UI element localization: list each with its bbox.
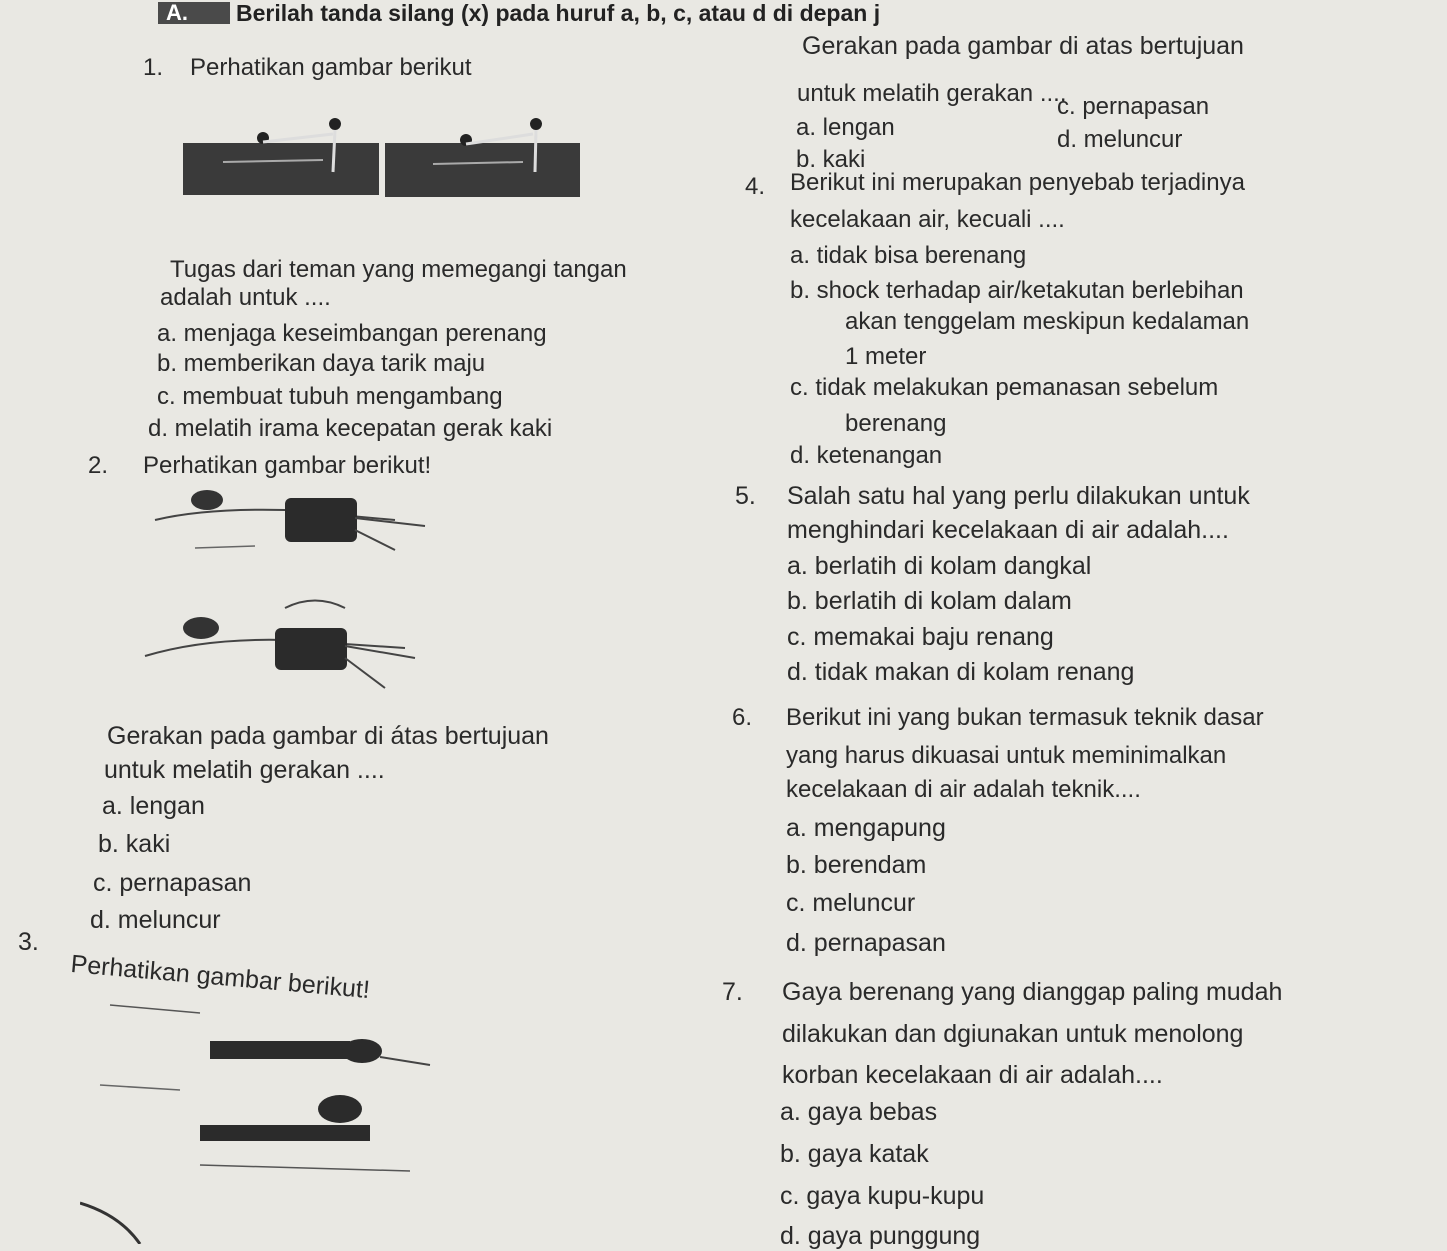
q3-question-line2: untuk melatih gerakan .... <box>797 80 1067 107</box>
q1-number: 1. <box>143 54 164 81</box>
section-badge: A. <box>166 0 188 25</box>
section-instruction: Berilah tanda silang (x) pada huruf a, b, c, atau d di depan j <box>236 0 881 26</box>
q6-option-c[interactable]: c. meluncur <box>786 889 916 917</box>
q5-option-d[interactable]: d. tidak makan di kolam renang <box>787 658 1135 686</box>
q5-option-c[interactable]: c. memakai baju renang <box>787 623 1054 651</box>
q7-option-d[interactable]: d. gaya punggung <box>780 1222 981 1250</box>
q1-option-a[interactable]: a. menjaga keseimbangan perenang <box>157 320 547 347</box>
q1-option-d[interactable]: d. melatih irama kecepatan gerak kaki <box>148 415 553 442</box>
q1-option-b[interactable]: b. memberikan daya tarik maju <box>157 350 486 377</box>
q2-swimmer-illustration <box>135 478 435 698</box>
q4-option-b-cont2: 1 meter <box>845 343 927 370</box>
q6-option-a[interactable]: a. mengapung <box>786 814 946 842</box>
q4-option-c[interactable]: c. tidak melakukan pemanasan sebelum <box>790 374 1219 401</box>
q4-option-a[interactable]: a. tidak bisa berenang <box>790 242 1027 269</box>
q6-question-line1: Berikut ini yang bukan termasuk teknik dasar <box>786 704 1264 731</box>
q4-option-c-cont: berenang <box>845 410 947 437</box>
q5-question-line1: Salah satu hal yang perlu dilakukan untuk <box>787 482 1250 510</box>
q3-number: 3. <box>18 928 39 956</box>
q7-number: 7. <box>722 978 743 1006</box>
q3-prompt: Perhatikan gambar berikut! <box>69 950 372 1005</box>
q3-option-c[interactable]: c. pernapasan <box>1057 93 1210 120</box>
q7-question-line3: korban kecelakaan di air adalah.... <box>782 1061 1163 1089</box>
q4-question-line1: Berikut ini merupakan penyebab terjadinya <box>790 169 1245 196</box>
q5-question-line2: menghindari kecelakaan di air adalah.... <box>787 516 1229 544</box>
q3-swimmer-illustration <box>80 975 440 1244</box>
q3-option-d[interactable]: d. meluncur <box>1057 126 1183 153</box>
q5-option-a[interactable]: a. berlatih di kolam dangkal <box>787 552 1092 580</box>
q7-question-line1: Gaya berenang yang dianggap paling mudah <box>782 978 1283 1006</box>
q1-prompt: Perhatikan gambar berikut <box>190 54 472 81</box>
q5-option-b[interactable]: b. berlatih di kolam dalam <box>787 587 1072 615</box>
q2-prompt: Perhatikan gambar berikut! <box>143 452 432 479</box>
q1-question-line1: Tugas dari teman yang memegangi tangan <box>170 256 627 283</box>
q3-question-line1: Gerakan pada gambar di atas bertujuan <box>802 32 1244 60</box>
q6-option-d[interactable]: d. pernapasan <box>786 929 946 957</box>
q7-question-line2: dilakukan dan dgiunakan untuk menolong <box>782 1020 1244 1048</box>
q4-option-b-cont1: akan tenggelam meskipun kedalaman <box>845 308 1250 335</box>
q1-swimmer-illustration <box>183 112 583 204</box>
q2-option-c[interactable]: c. pernapasan <box>93 869 252 897</box>
q5-number: 5. <box>735 482 756 510</box>
q1-option-c[interactable]: c. membuat tubuh mengambang <box>157 383 503 410</box>
q2-number: 2. <box>88 452 109 479</box>
q3-option-b[interactable]: b. kaki <box>796 146 866 173</box>
q2-option-a[interactable]: a. lengan <box>102 792 205 820</box>
q2-question-line2: untuk melatih gerakan .... <box>104 756 385 784</box>
q2-option-b[interactable]: b. kaki <box>98 830 171 858</box>
q4-question-line2: kecelakaan air, kecuali .... <box>790 206 1065 233</box>
q7-option-b[interactable]: b. gaya katak <box>780 1140 929 1168</box>
q6-number: 6. <box>732 704 753 731</box>
q4-option-d[interactable]: d. ketenangan <box>790 442 943 469</box>
q6-question-line3: kecelakaan di air adalah teknik.... <box>786 776 1141 803</box>
q4-number: 4. <box>745 173 766 200</box>
q7-option-c[interactable]: c. gaya kupu-kupu <box>780 1182 985 1210</box>
q6-option-b[interactable]: b. berendam <box>786 851 927 879</box>
q2-option-d[interactable]: d. meluncur <box>90 906 221 934</box>
q7-option-a[interactable]: a. gaya bebas <box>780 1098 938 1126</box>
q6-question-line2: yang harus dikuasai untuk meminimalkan <box>786 742 1227 769</box>
q2-question-line1: Gerakan pada gambar di átas bertujuan <box>107 722 549 750</box>
q3-option-a[interactable]: a. lengan <box>796 114 895 141</box>
q4-option-b[interactable]: b. shock terhadap air/ketakutan berlebihan <box>790 277 1244 304</box>
q1-question-line2: adalah untuk .... <box>160 284 331 311</box>
